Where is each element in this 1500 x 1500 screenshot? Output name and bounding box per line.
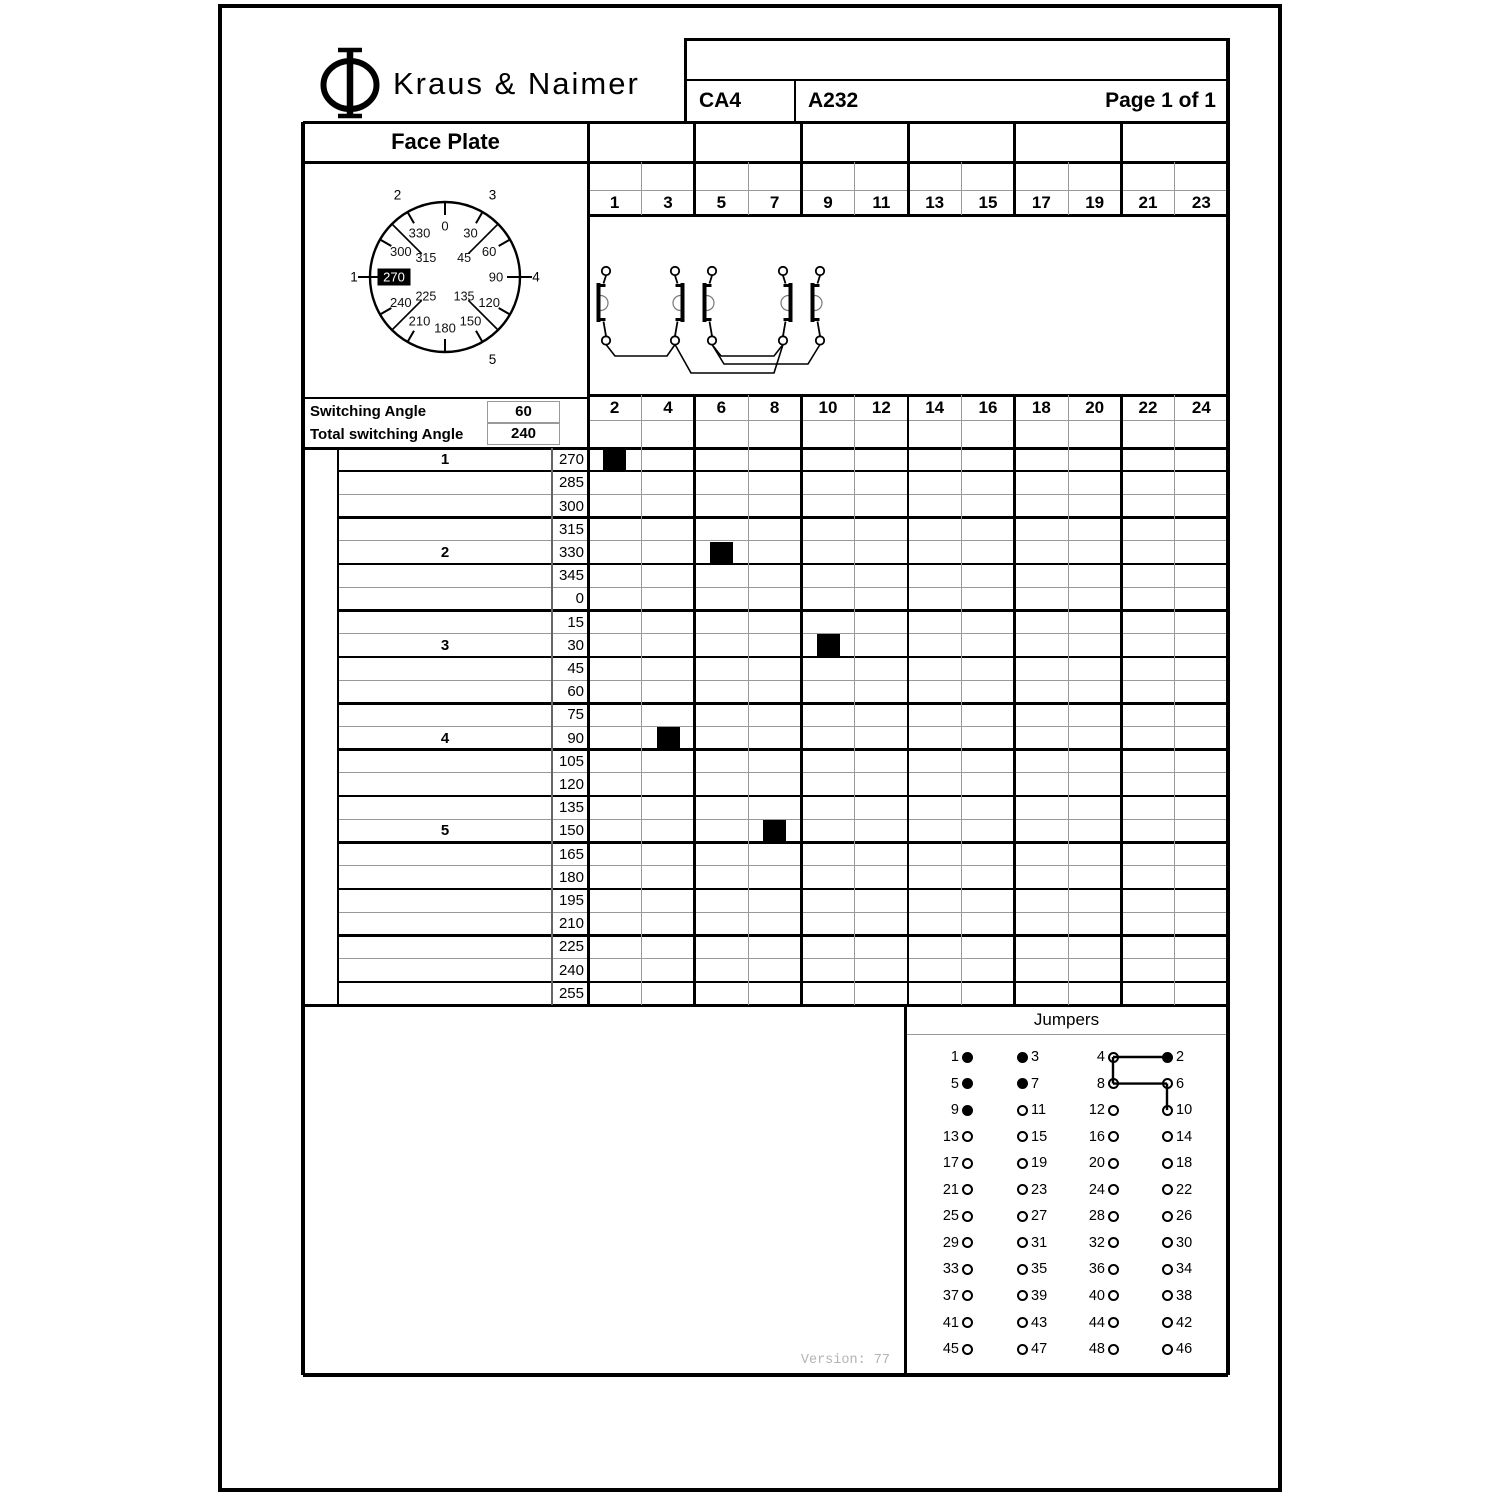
jumper-number: 9 (950, 1102, 959, 1119)
jumper-wire (606, 345, 675, 357)
jumper-number: 38 (1176, 1287, 1193, 1304)
jumper-dot-filled (962, 1105, 973, 1116)
jumper-dot-open (1108, 1078, 1119, 1089)
jumper-dot-open (962, 1131, 973, 1142)
jumper-number: 21 (942, 1181, 959, 1198)
terminal-number-top: 9 (823, 192, 833, 212)
jumper-number: 22 (1176, 1181, 1193, 1198)
grid-line (338, 587, 1228, 588)
terminal-number-bottom: 18 (1031, 397, 1051, 417)
jumper-number: 37 (942, 1287, 959, 1304)
jumper-number: 27 (1031, 1208, 1048, 1225)
jumper-dot-open (962, 1211, 973, 1222)
svg-text:270: 270 (383, 269, 405, 285)
grid-line (303, 1004, 1228, 1007)
angle-cell: 255 (558, 984, 584, 1002)
grid-line (338, 494, 1228, 495)
grid-line (338, 934, 1228, 937)
jumper-number: 7 (1031, 1075, 1040, 1092)
jumper-number: 18 (1176, 1155, 1193, 1172)
jumper-number: 24 (1088, 1181, 1105, 1198)
jumper-dot-open (1162, 1131, 1173, 1142)
position-dial (303, 162, 588, 402)
jumper-dot-open (1162, 1237, 1173, 1248)
angle-cell: 240 (558, 961, 584, 979)
angle-cell: 270 (558, 451, 584, 469)
grid-line (641, 395, 642, 1005)
terminal-number-bottom: 6 (716, 397, 727, 417)
jumper-dot-open (1017, 1264, 1028, 1275)
jumper-dot-open (1017, 1317, 1028, 1328)
svg-text:225: 225 (415, 289, 437, 304)
angle-cell: 210 (558, 915, 584, 933)
angle-cell: 90 (567, 729, 584, 747)
svg-text:135: 135 (453, 289, 475, 304)
jumper-dot-open (1108, 1211, 1119, 1222)
svg-text:2: 2 (393, 187, 402, 203)
svg-text:120: 120 (478, 294, 501, 310)
svg-text:30: 30 (463, 225, 478, 241)
grid-line (338, 702, 1228, 705)
jumper-number: 4 (1096, 1049, 1105, 1065)
terminal-5 (708, 267, 716, 275)
jumper-number: 13 (942, 1128, 959, 1145)
jumper-dot-open (1108, 1344, 1119, 1355)
switching-angle-value: 60 (487, 401, 560, 423)
terminal-number-top: 11 (872, 192, 891, 212)
jumper-number: 47 (1031, 1341, 1048, 1358)
jumper-dot-open (962, 1237, 973, 1248)
jumper-dot-open (1162, 1184, 1173, 1195)
jumper-dot-open (1162, 1078, 1173, 1089)
jumper-number: 31 (1031, 1234, 1048, 1251)
terminal-number-bottom: 8 (769, 397, 780, 417)
grid-line (748, 395, 749, 1005)
position-cell: 1 (440, 451, 450, 469)
jumpers-title: Jumpers (1033, 1009, 1100, 1029)
angle-cell: 75 (567, 706, 584, 724)
terminal-2 (602, 336, 610, 344)
terminal-number-top: 13 (925, 192, 945, 212)
terminal-8 (779, 336, 787, 344)
jumper-number: 2 (1176, 1049, 1185, 1065)
grid-line (794, 80, 797, 122)
terminal-6 (708, 336, 716, 344)
angle-cell: 300 (558, 497, 584, 515)
jumper-dot-open (1162, 1105, 1173, 1116)
grid-line (905, 1034, 1228, 1035)
jumper-dot-filled (1017, 1052, 1028, 1063)
jumper-number: 3 (1031, 1049, 1040, 1065)
svg-text:330: 330 (408, 225, 431, 241)
jumper-dot-open (962, 1344, 973, 1355)
jumper-dot-open (1108, 1317, 1119, 1328)
terminal-number-top: 17 (1031, 192, 1051, 212)
terminal-number-bottom: 12 (871, 397, 891, 417)
jumper-number: 43 (1031, 1314, 1048, 1331)
terminal-4 (671, 336, 679, 344)
contact-closed-mark (603, 449, 626, 471)
svg-text:90: 90 (488, 269, 504, 285)
jumper-number: 35 (1031, 1261, 1048, 1278)
jumper-dot-open (1108, 1184, 1119, 1195)
grid-line (338, 680, 1228, 681)
jumper-number: 36 (1088, 1261, 1105, 1278)
jumper-number: 32 (1088, 1234, 1105, 1251)
terminal-number-bottom: 16 (978, 397, 998, 417)
grid-line (684, 38, 687, 122)
terminal-number-bottom: 20 (1085, 397, 1105, 417)
model-code: CA4 (699, 89, 742, 112)
terminal-7 (779, 267, 787, 275)
jumper-dot-open (1017, 1105, 1028, 1116)
grid-line (338, 795, 1228, 798)
svg-text:60: 60 (481, 243, 497, 259)
grid-line (1013, 395, 1016, 1005)
position-cell: 2 (440, 543, 450, 561)
contact-closed-mark (657, 727, 680, 749)
jumper-dot-open (962, 1290, 973, 1301)
angle-cell: 150 (558, 822, 584, 840)
terminal-number-bottom: 24 (1191, 397, 1211, 417)
jumper-dot-open (962, 1317, 973, 1328)
svg-text:180: 180 (434, 320, 456, 336)
angle-cell: 195 (558, 892, 584, 910)
jumper-number: 28 (1088, 1208, 1105, 1225)
position-cell: 4 (440, 729, 450, 747)
angle-cell: 285 (558, 474, 584, 492)
position-cell: 5 (440, 822, 450, 840)
jumper-dot-filled (1017, 1078, 1028, 1089)
jumper-number: 19 (1031, 1155, 1048, 1172)
jumper-number: 34 (1176, 1261, 1193, 1278)
jumper-number: 8 (1096, 1075, 1105, 1092)
jumper-number: 14 (1176, 1128, 1193, 1145)
jumper-number: 26 (1176, 1208, 1193, 1225)
grid-line (338, 516, 1228, 519)
terminal-3 (671, 267, 679, 275)
jumper-dot-open (1162, 1211, 1173, 1222)
grid-line (800, 395, 803, 1005)
contact-diagram (588, 215, 1228, 396)
total-switching-angle-value: 240 (487, 423, 560, 445)
svg-text:3: 3 (488, 187, 497, 203)
jumper-number: 20 (1088, 1155, 1105, 1172)
angle-cell: 30 (567, 636, 584, 654)
article-number: A232 (808, 89, 859, 112)
terminal-number-bottom: 4 (663, 397, 673, 417)
terminal-1 (602, 267, 610, 275)
jumper-dot-open (1017, 1237, 1028, 1248)
switching-angle-label: Switching Angle (310, 402, 427, 420)
terminal-number-top: 15 (978, 192, 998, 212)
grid-line (693, 395, 696, 1005)
jumper-dot-open (1108, 1131, 1119, 1142)
terminal-number-bottom: 22 (1138, 397, 1158, 417)
grid-line (338, 772, 1228, 773)
svg-text:0: 0 (441, 218, 449, 234)
jumper-dot-filled (962, 1078, 973, 1089)
angle-cell: 345 (558, 567, 584, 585)
contact-closed-mark (763, 820, 786, 842)
grid-line (338, 865, 1228, 866)
jumper-dot-open (1017, 1131, 1028, 1142)
terminal-number-top: 1 (609, 192, 620, 212)
angle-cell: 135 (558, 799, 584, 817)
terminal-number-top: 3 (663, 192, 673, 212)
angle-cell: 315 (558, 520, 584, 538)
jumper-number: 33 (942, 1261, 959, 1278)
version-text: Version: 77 (800, 1352, 890, 1368)
jumper-dot-filled (1162, 1052, 1173, 1063)
jumper-number: 17 (942, 1155, 959, 1172)
jumper-dot-open (1108, 1237, 1119, 1248)
jumper-number: 11 (1031, 1102, 1047, 1119)
jumper-number: 15 (1031, 1128, 1048, 1145)
terminal-9 (816, 267, 824, 275)
grid-line (338, 609, 1228, 612)
svg-text:315: 315 (415, 251, 437, 266)
jumper-number: 10 (1176, 1102, 1193, 1119)
grid-line (338, 981, 1228, 984)
grid-line (338, 958, 1228, 959)
jumper-dot-open (1108, 1158, 1119, 1169)
jumper-number: 25 (942, 1208, 959, 1225)
jumper-dot-open (1108, 1105, 1119, 1116)
angle-cell: 45 (567, 659, 584, 677)
jumper-wire (675, 345, 783, 374)
jumper-number: 6 (1176, 1075, 1185, 1092)
jumper-number: 45 (942, 1341, 959, 1358)
jumper-dot-open (962, 1158, 973, 1169)
page-indicator: Page 1 of 1 (1105, 89, 1216, 112)
grid-line (338, 888, 1228, 891)
svg-text:300: 300 (389, 243, 412, 259)
position-cell: 3 (440, 636, 450, 654)
jumper-number: 16 (1088, 1128, 1105, 1145)
grid-line (907, 395, 910, 1005)
jumper-dot-open (1017, 1158, 1028, 1169)
angle-cell: 330 (558, 543, 584, 561)
contact-closed-mark (817, 634, 840, 656)
jumper-dot-open (962, 1264, 973, 1275)
angle-cell: 15 (567, 613, 584, 631)
terminal-number-bottom: 10 (818, 397, 838, 417)
jumper-number: 42 (1176, 1314, 1193, 1331)
angle-cell: 165 (558, 845, 584, 863)
jumper-wire (712, 345, 783, 357)
svg-text:210: 210 (408, 313, 431, 329)
svg-text:4: 4 (532, 269, 540, 285)
jumper-dot-open (1162, 1158, 1173, 1169)
svg-text:45: 45 (457, 251, 472, 266)
grid-line (338, 912, 1228, 913)
brand-name: Kraus & Naimer (393, 66, 640, 101)
terminal-number-top: 5 (716, 192, 727, 212)
grid-line (904, 1005, 907, 1375)
angle-cell: 180 (558, 868, 584, 886)
grid-line (303, 1373, 1228, 1377)
grid-line (685, 38, 1228, 41)
grid-line (685, 79, 1228, 82)
terminal-number-top: 23 (1191, 192, 1211, 212)
grid-line (854, 395, 855, 1005)
terminal-number-top: 19 (1085, 192, 1105, 212)
jumper-number: 48 (1088, 1341, 1105, 1358)
jumper-dot-open (962, 1184, 973, 1195)
angle-cell: 105 (558, 752, 584, 770)
jumper-dot-open (1108, 1264, 1119, 1275)
jumper-dot-open (1162, 1344, 1173, 1355)
angle-cell: 120 (558, 776, 584, 793)
svg-text:150: 150 (459, 313, 482, 329)
jumper-dot-open (1162, 1264, 1173, 1275)
jumper-dot-open (1162, 1290, 1173, 1301)
angle-cell: 225 (558, 938, 584, 956)
total-switching-angle-label: Total switching Angle (310, 425, 464, 443)
terminal-number-top: 7 (769, 192, 780, 212)
terminal-number-top: 21 (1138, 192, 1158, 212)
angle-cell: 0 (575, 590, 584, 608)
grid-line (1174, 395, 1175, 1005)
jumper-wire (712, 345, 820, 365)
jumper-dot-open (1017, 1290, 1028, 1301)
svg-text:240: 240 (389, 294, 412, 310)
jumper-dot-open (1017, 1184, 1028, 1195)
jumper-number: 12 (1088, 1102, 1105, 1119)
jumper-number: 29 (942, 1234, 959, 1251)
grid-line (1068, 395, 1069, 1005)
contact-closed-mark (710, 542, 733, 564)
jumper-number: 30 (1176, 1234, 1193, 1251)
grid-line (303, 121, 1228, 124)
jumper-number: 40 (1088, 1287, 1105, 1304)
terminal-10 (816, 336, 824, 344)
svg-text:5: 5 (488, 351, 497, 367)
jumper-number: 44 (1088, 1314, 1105, 1331)
jumper-dot-open (1108, 1052, 1119, 1063)
phi-icon (316, 44, 384, 122)
terminal-number-bottom: 14 (925, 397, 945, 417)
jumper-number: 39 (1031, 1287, 1048, 1304)
jumper-dot-open (1162, 1317, 1173, 1328)
angle-cell: 60 (567, 683, 584, 701)
jumper-dot-open (1017, 1344, 1028, 1355)
jumper-number: 41 (942, 1314, 959, 1331)
faceplate-title: Face Plate (391, 129, 500, 154)
jumper-number: 23 (1031, 1181, 1048, 1198)
jumper-dot-open (1108, 1290, 1119, 1301)
svg-text:1: 1 (350, 269, 358, 285)
grid-line (1120, 395, 1123, 1005)
jumper-dot-open (1017, 1211, 1028, 1222)
terminal-number-bottom: 2 (609, 397, 620, 417)
jumper-number: 46 (1176, 1341, 1193, 1358)
grid-line (961, 395, 962, 1005)
jumper-number: 1 (950, 1049, 959, 1065)
jumper-dot-filled (962, 1052, 973, 1063)
jumper-number: 5 (950, 1075, 959, 1092)
